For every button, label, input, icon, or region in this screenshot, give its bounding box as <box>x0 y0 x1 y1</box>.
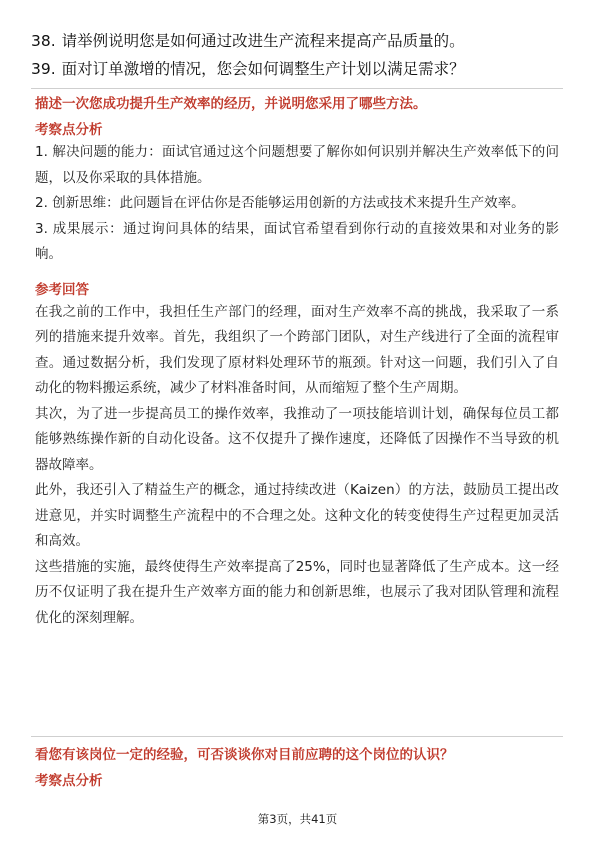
question-text: 请举例说明您是如何通过改进生产流程来提高产品质量的。 <box>61 32 465 50</box>
analysis-point: 3. 成果展示：通过询问具体的结果，面试官希望看到你行动的直接效果和对业务的影响。 <box>35 220 559 262</box>
answer-paragraph: 在我之前的工作中，我担任生产部门的经理，面对生产效率不高的挑战，我采取了一系列的措施来提升效率。首先，我组织了一个跨部门团队，对生产线进行了全面的流程审查。通过数据分析，我们发现了原材料处理环节的瓶颈。针对这一问题，我们引入了自动化的物料搬运系统，减少了材料准备时间，从而缩短了整个生产周期。 <box>35 303 559 396</box>
question-section <box>35 94 559 631</box>
section-title: 描述一次您成功提升生产效率的经历，并说明您采用了哪些方法。 <box>35 96 427 112</box>
answer-paragraph: 其次，为了进一步提高员工的操作效率，我推动了一项技能培训计划，确保每位员工都能够熟练操作新的自动化设备。这不仅提升了操作速度，还降低了因操作不当导致的机器故障率。 <box>35 405 559 473</box>
answer-paragraph: 此外，我还引入了精益生产的概念，通过持续改进（Kaizen）的方法，鼓励员工提出改进意见，并实时调整生产流程中的不合理之处。这种文化的转变使得生产过程更加灵活和高效。 <box>35 482 559 549</box>
divider <box>31 736 563 737</box>
question-item <box>31 55 571 83</box>
answer-heading: 参考回答 <box>35 281 89 298</box>
question-list <box>31 27 571 83</box>
page-footer: 第3页，共41页 <box>257 812 338 826</box>
question-item <box>31 27 571 55</box>
analysis-point: 1. 解决问题的能力：面试官通过这个问题想要了解你如何识别并解决生产效率低下的问题，以及你采取的具体措施。 <box>35 144 559 186</box>
question-number: 39. <box>31 60 56 78</box>
divider <box>31 88 563 89</box>
question-section <box>35 745 559 791</box>
analysis-heading: 考察点分析 <box>35 122 103 138</box>
analysis-heading: 考察点分析 <box>35 773 103 789</box>
section-title: 看您有该岗位一定的经验，可否谈谈你对目前应聘的这个岗位的认识？ <box>35 747 454 763</box>
question-number: 38. <box>31 32 56 50</box>
analysis-point: 2. 创新思维：此问题旨在评估你是否能够运用创新的方法或技术来提升生产效率。 <box>35 195 525 211</box>
answer-paragraph: 这些措施的实施，最终使得生产效率提高了25%，同时也显著降低了生产成本。这一经历不仅证明了我在提升生产效率方面的能力和创新思维，也展示了我对团队管理和流程优化的深刻理解。 <box>35 558 559 626</box>
question-text: 面对订单激增的情况，您会如何调整生产计划以满足需求？ <box>61 60 465 78</box>
